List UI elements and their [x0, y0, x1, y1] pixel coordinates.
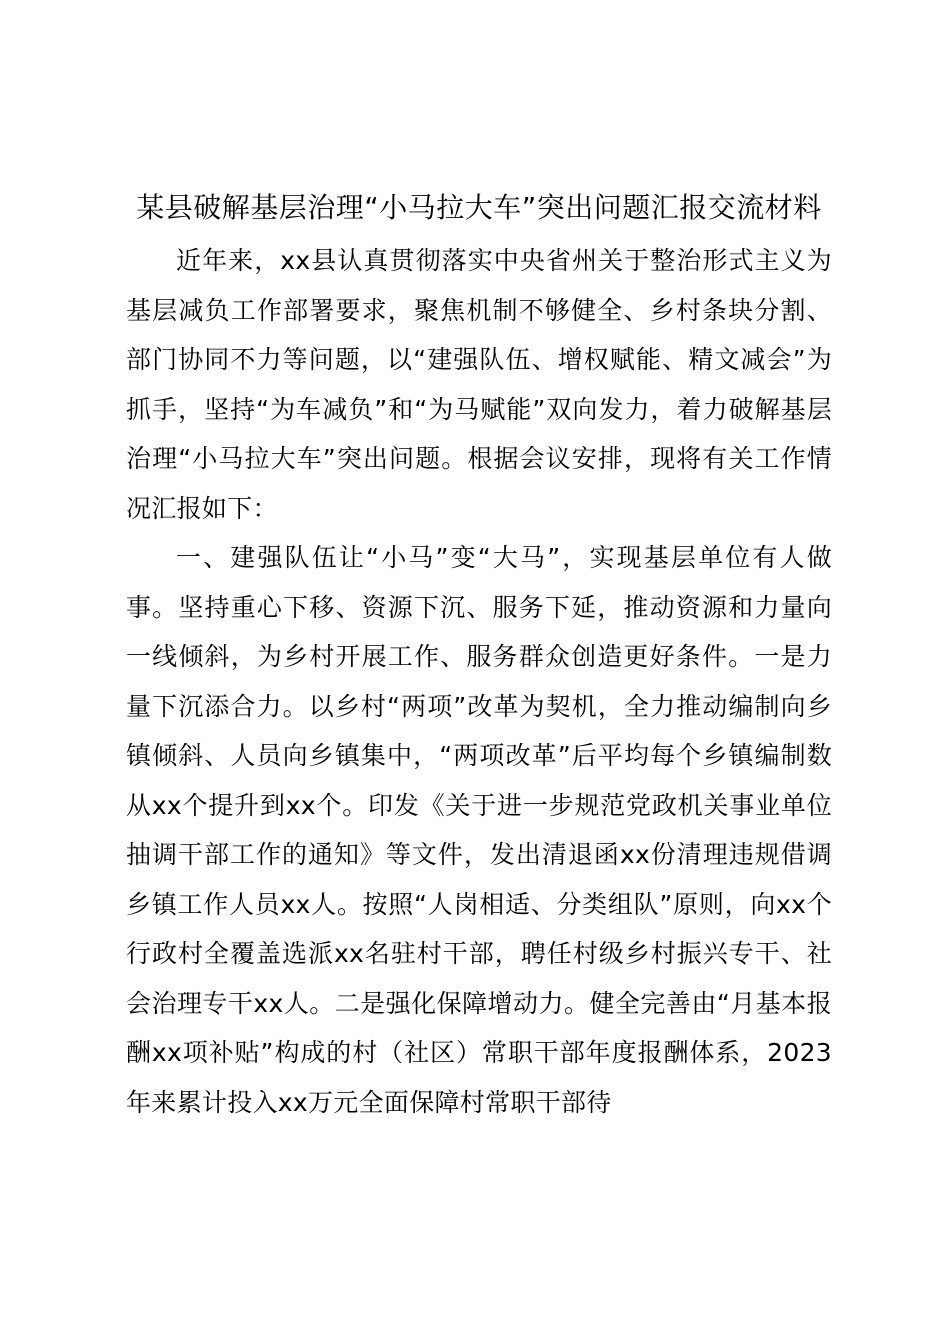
document-page [126, 186, 832, 1127]
document-title: 某县破解基层治理“小马拉大车”突出问题汇报交流材料 [136, 191, 822, 224]
section-one-paragraph: 一、建强队伍让“小马”变“大马”，实现基层单位有人做事。坚持重心下移、资源下沉、服务下延，推动资源和力量向一线倾斜，为乡村开展工作、服务群众创造更好条件。一是力量下沉添合力。以乡村“两项”改革为契机，全力推动编制向乡镇倾斜、人员向乡镇集中，“两项改革”后平均每个乡镇编制数从xx个提升到xx个。印发《关于进一步规范党政机关事业单位抽调干部工作的通知》等文件，发出清退函xx份清理违规借调乡镇工作人员xx人。按照“人岗相适、分类组队”原则，向xx个行政村全覆盖选派xx名驻村干部，聘任村级乡村振兴专干、社会治理专干xx人。二是强化保障增动力。健全完善由“月基本报酬xx项补贴”构成的村（社区）常职干部年度报酬体系，2023年来累计投入xx万元全面保障村常职干部待 [126, 543, 832, 1117]
intro-paragraph: 近年来，xx县认真贯彻落实中央省州关于整治形式主义为基层减负工作部署要求，聚焦机制不够健全、乡村条块分割、部门协同不力等问题，以“建强队伍、增权赋能、精文减会”为抓手，坚持“为车减负”和“为马赋能”双向发力，着力破解基层治理“小马拉大车”突出问题。根据会议安排，现将有关工作情况汇报如下： [126, 246, 832, 523]
